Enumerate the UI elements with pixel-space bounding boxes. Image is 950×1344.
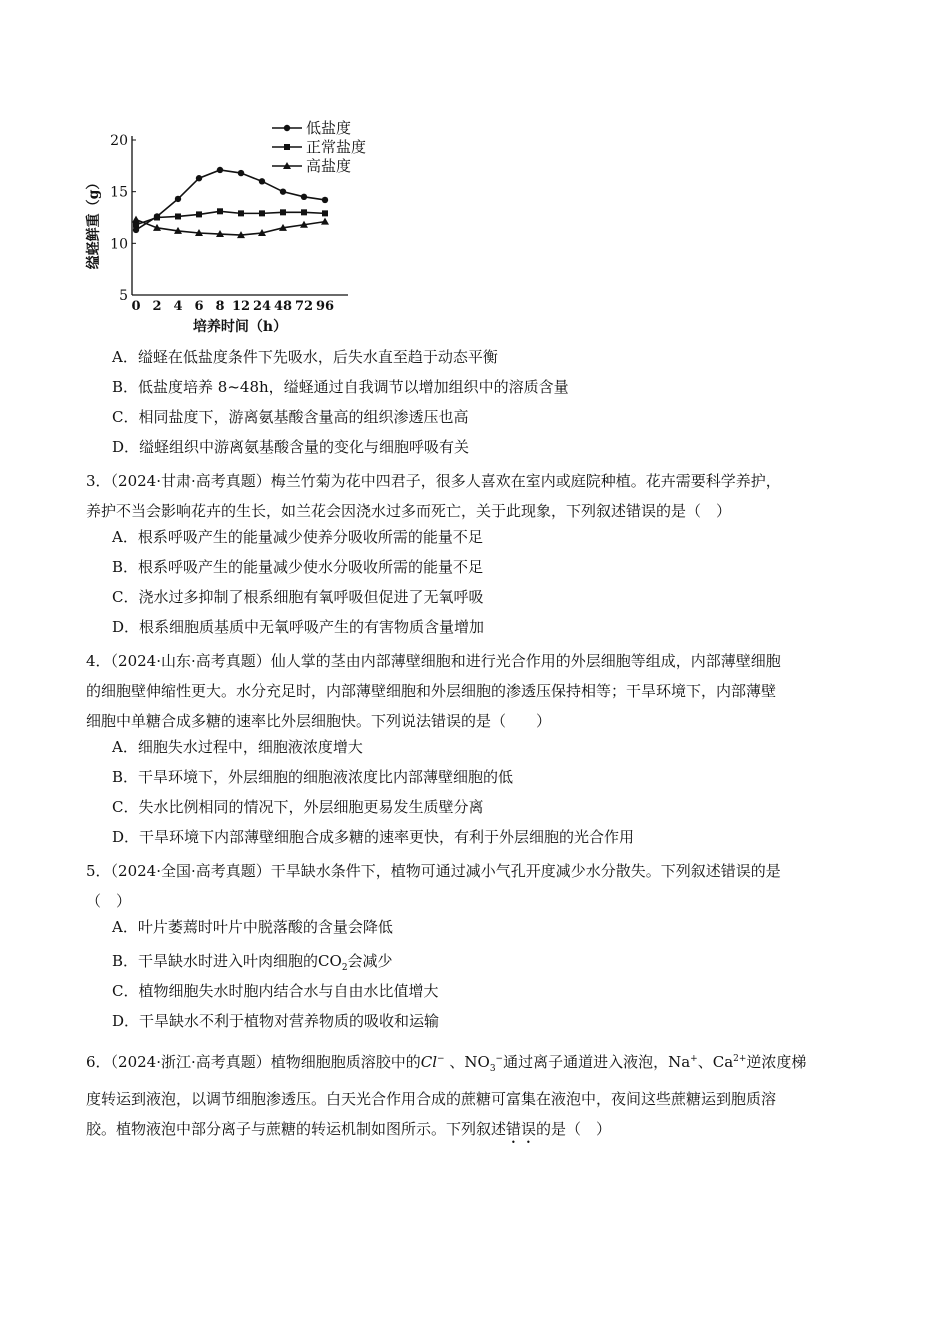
- q6-stem-line2: 度转运到液泡，以调节细胞渗透压。白天光合作用合成的蔗糖可富集在液泡中，夜间这些蔗糖运到胞质溶: [86, 1090, 777, 1108]
- q6-stem-line3: [86, 1114, 866, 1147]
- y-axis-label: 缢蛏鲜重（g）: [86, 175, 102, 270]
- q6-line1-part4: 逆浓度梯: [746, 1053, 807, 1071]
- q5-option-a: A．叶片萎蔫时叶片中脱落酸的含量会降低: [112, 918, 393, 936]
- series-line-triangle: [136, 220, 325, 236]
- co2-subscript: 2: [341, 963, 348, 973]
- x-tick-label: 4: [173, 299, 183, 314]
- nitrate-charge: −: [495, 1054, 504, 1064]
- fresh-weight-line-chart: [80, 112, 380, 337]
- emphasized-word: 错误: [506, 1120, 537, 1138]
- q4-option-d: D．干旱环境下内部薄壁细胞合成多糖的速率更快，有利于外层细胞的光合作用: [112, 828, 635, 846]
- data-point-circle: [322, 197, 328, 203]
- q3-stem-line2: 养护不当会影响花卉的生长，如兰花会因浇水过多而死亡，关于此现象，下列叙述错误的是（ ）: [86, 502, 732, 520]
- q6: [86, 1044, 866, 1147]
- q2-option-c: C．相同盐度下，游离氨基酸含量高的组织渗透压也高: [112, 408, 469, 426]
- x-tick-label: 48: [273, 299, 293, 314]
- q5-stem-line2: （ ）: [86, 892, 132, 910]
- data-point-circle: [301, 194, 307, 200]
- data-point-square: [217, 208, 223, 214]
- q5-option-b-tail: 会减少: [347, 952, 393, 970]
- q4-stem-line1: 4．（2024·山东·高考真题）仙人掌的茎由内部薄壁细胞和进行光合作用的外层细胞等组成，内部薄壁细胞: [86, 652, 781, 670]
- q4-option-a: A．细胞失水过程中，细胞液浓度增大: [112, 738, 363, 756]
- q5-option-b-text: B．干旱缺水时进入叶肉细胞的: [112, 952, 319, 970]
- chart: [80, 112, 380, 337]
- q4: [86, 646, 866, 856]
- q2-option-b: B．低盐度培养 8~48h，缢蛏通过自我调节以增加组织中的溶质含量: [112, 378, 569, 396]
- q5-option-d: D．干旱缺水不利于植物对营养物质的吸收和运输: [112, 1012, 440, 1030]
- x-tick-label: 6: [194, 299, 204, 314]
- x-axis-label: 培养时间（h）: [192, 319, 288, 335]
- co2-formula: [318, 952, 348, 973]
- x-tick-label: 0: [131, 299, 141, 314]
- nitrate-symbol: NO: [464, 1053, 490, 1071]
- legend-marker-square: [284, 144, 290, 150]
- q3: [86, 466, 866, 646]
- q6-line1-part2: 通过离子通道进入液泡，Na: [503, 1053, 691, 1071]
- data-point-square: [280, 209, 286, 215]
- chloride-charge: −: [437, 1054, 445, 1064]
- legend-label: 高盐度: [306, 157, 352, 175]
- x-tick-label: 2: [152, 299, 162, 314]
- q6-line1-part3: 、Ca: [697, 1053, 734, 1071]
- q5-option-b: [112, 946, 866, 980]
- q4-stem-line3: 细胞中单糖合成多糖的速率比外层细胞快。下列说法错误的是（ ）: [86, 712, 552, 730]
- data-point-square: [301, 209, 307, 215]
- legend-label: 低盐度: [306, 119, 352, 137]
- question-content: [86, 346, 866, 1147]
- x-tick-label: 24: [252, 299, 272, 314]
- data-point-square: [259, 210, 265, 216]
- sodium-charge: +: [690, 1054, 698, 1064]
- data-point-circle: [259, 178, 265, 184]
- nitrate-subscript: 3: [489, 1064, 496, 1074]
- q3-option-b: B．根系呼吸产生的能量减少使水分吸收所需的能量不足: [112, 558, 484, 576]
- data-point-square: [322, 210, 328, 216]
- q6-separator: 、: [444, 1053, 465, 1071]
- q2-options: [86, 346, 866, 466]
- y-tick-label: 20: [110, 133, 128, 149]
- data-point-square: [196, 211, 202, 217]
- data-point-square: [154, 215, 160, 221]
- q5-stem-line1: 5．（2024·全国·高考真题）干旱缺水条件下，植物可通过减小气孔开度减少水分散失。下列叙述错误的是: [86, 862, 781, 880]
- x-tick-label: 12: [231, 299, 251, 314]
- chloride-symbol: Cl: [420, 1053, 438, 1071]
- legend-label: 正常盐度: [306, 138, 367, 156]
- data-point-square: [238, 210, 244, 216]
- data-point-circle: [175, 196, 181, 202]
- y-tick-label: 5: [119, 288, 128, 304]
- q3-option-d: D．根系细胞质基质中无氧呼吸产生的有害物质含量增加: [112, 618, 485, 636]
- data-point-circle: [280, 188, 286, 194]
- q4-option-b: B．干旱环境下，外层细胞的细胞液浓度比内部薄壁细胞的低: [112, 768, 514, 786]
- q4-stem-line2: 的细胞壁伸缩性更大。水分充足时，内部薄壁细胞和外层细胞的渗透压保持相等；干旱环境下，内部薄壁: [86, 682, 777, 700]
- y-tick-label: 15: [110, 184, 128, 201]
- q5: [86, 856, 866, 1040]
- data-point-square: [133, 222, 139, 228]
- x-tick-label: 96: [315, 299, 335, 314]
- co2-symbol: CO: [318, 952, 342, 970]
- q2-option-d: D．缢蛏组织中游离氨基酸含量的变化与细胞呼吸有关: [112, 438, 470, 456]
- q6-stem-line1: [86, 1044, 866, 1084]
- q6-line3-part2: 的是（ ）: [536, 1120, 612, 1138]
- q2-option-a: A．缢蛏在低盐度条件下先吸水，后失水直至趋于动态平衡: [112, 348, 498, 366]
- q6-line3-part1: 胶。植物液泡中部分离子与蔗糖的转运机制如图所示。下列叙述: [86, 1120, 507, 1138]
- data-point-triangle: [132, 216, 140, 223]
- data-point-triangle: [321, 218, 329, 225]
- q3-stem-line1: 3．（2024·甘肃·高考真题）梅兰竹菊为花中四君子，很多人喜欢在室内或庭院种植。花卉需要科学养护，: [86, 472, 781, 490]
- x-tick-label: 8: [215, 299, 225, 314]
- q3-option-a: A．根系呼吸产生的能量减少使养分吸收所需的能量不足: [112, 528, 483, 546]
- q4-option-c: C．失水比例相同的情况下，外层细胞更易发生质壁分离: [112, 798, 484, 816]
- nitrate-ion: [464, 1053, 504, 1074]
- data-point-square: [175, 213, 181, 219]
- chloride-ion: [421, 1053, 445, 1071]
- x-tick-label: 72: [294, 299, 314, 314]
- series-line-circle: [136, 170, 325, 230]
- data-point-circle: [217, 167, 223, 173]
- q3-option-c: C．浇水过多抑制了根系细胞有氧呼吸但促进了无氧呼吸: [112, 588, 484, 606]
- calcium-charge: 2+: [733, 1054, 747, 1064]
- legend-marker-circle: [284, 125, 290, 131]
- data-point-circle: [196, 175, 202, 181]
- q6-line1-part1: 6．（2024·浙江·高考真题）植物细胞胞质溶胶中的: [86, 1053, 421, 1071]
- y-tick-label: 10: [110, 236, 128, 253]
- series-line-square: [136, 211, 325, 224]
- data-point-circle: [238, 170, 244, 176]
- q5-option-c: C．植物细胞失水时胞内结合水与自由水比值增大: [112, 982, 439, 1000]
